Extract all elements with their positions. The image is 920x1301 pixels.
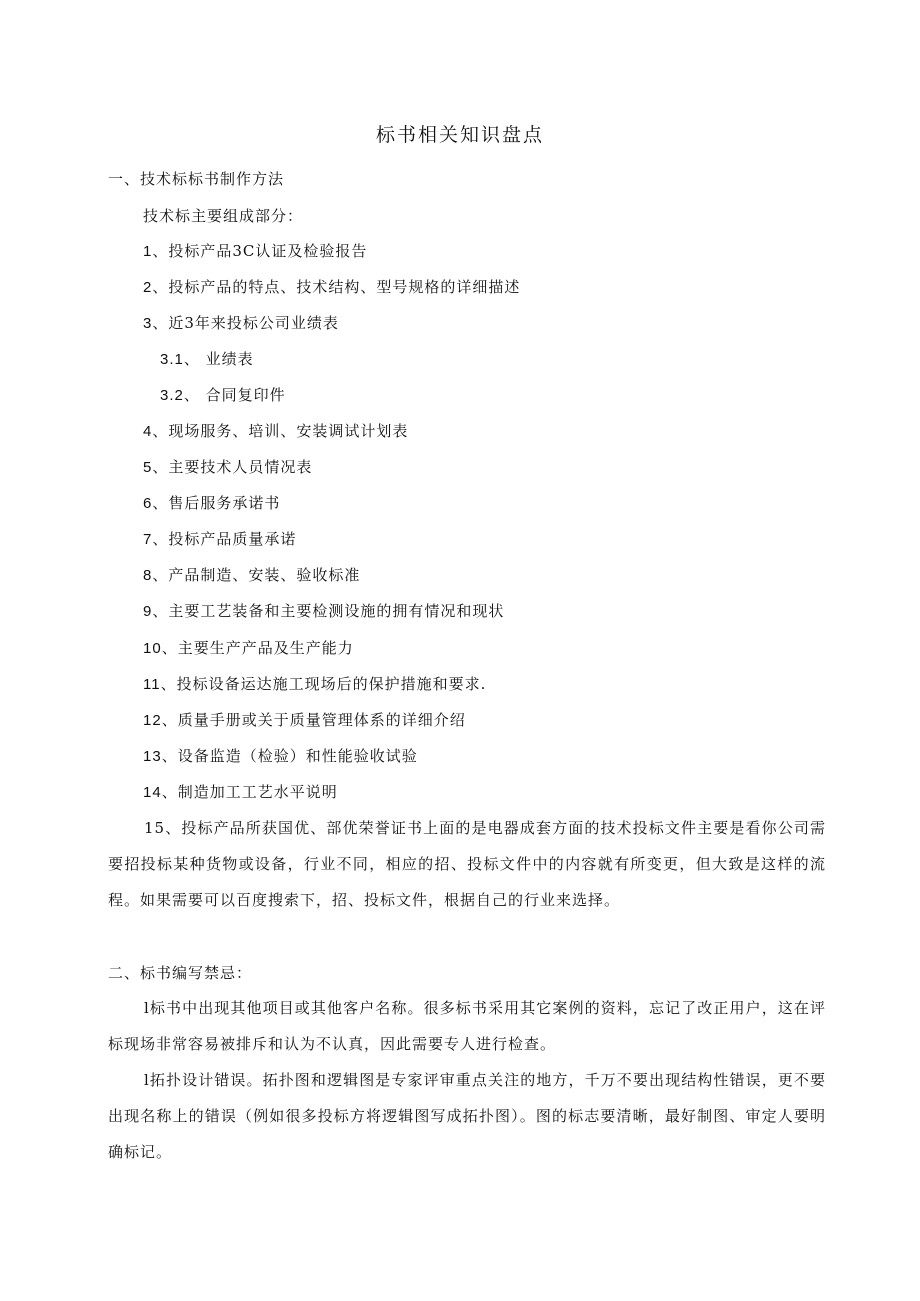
sub-list-item: 3.2、 合同复印件 [160, 386, 286, 404]
section2-paragraph-1: l标书中出现其他项目或其他客户名称。很多标书采用其它案例的资料，忘记了改正用户，这在评标现场非常容易被排斥和认为不认真，因此需要专人进行检查。 [108, 999, 826, 1053]
sub-list-item: 3.1、 业绩表 [160, 350, 254, 368]
list-item: 4、现场服务、培训、安装调试计划表 [143, 422, 409, 440]
item-15-paragraph: 15、投标产品所获国优、部优荣誉证书上面的是电器成套方面的技术投标文件主要是看你公司需要招投标某种货物或设备，行业不同，相应的招、投标文件中的内容就有所变更，但大致是这样的流程。如果需要可以百度搜索下，招、投标文件，根据自己的行业来选择。 [108, 819, 826, 909]
list-item: 8、产品制造、安装、验收标准 [143, 566, 361, 584]
section1-intro: 技术标主要组成部分： [143, 207, 304, 225]
section2-paragraph-2: l拓扑设计错误。拓扑图和逻辑图是专家评审重点关注的地方，千万不要出现结构性错误，更不要出现名称上的错误（例如很多投标方将逻辑图写成拓扑图）。图的标志要清晰，最好制图、审定人要明确标记。 [108, 1071, 826, 1161]
list-item: 14、制造加工工艺水平说明 [143, 783, 338, 801]
document-title: 标书相关知识盘点 [375, 124, 544, 146]
list-item: 11、投标设备运达施工现场后的保护措施和要求. [143, 675, 487, 693]
list-item: 5、主要技术人员情况表 [143, 458, 313, 476]
list-item: 9、主要工艺装备和主要检测设施的拥有情况和现状 [143, 602, 505, 620]
list-item: 10、主要生产产品及生产能力 [143, 639, 354, 657]
list-item: 12、质量手册或关于质量管理体系的详细介绍 [143, 711, 466, 729]
section1-heading: 一、技术标标书制作方法 [108, 170, 285, 188]
list-item: 2、投标产品的特点、技术结构、型号规格的详细描述 [143, 278, 521, 296]
list-item: 13、设备监造（检验）和性能验收试验 [143, 747, 418, 765]
section2-heading: 二、标书编写禁忌： [108, 964, 253, 982]
list-item: 7、投标产品质量承诺 [143, 530, 297, 548]
list-item: 1、投标产品3C认证及检验报告 [143, 242, 368, 260]
list-item: 6、售后服务承诺书 [143, 494, 281, 512]
list-item: 3、近3年来投标公司业绩表 [143, 314, 339, 332]
